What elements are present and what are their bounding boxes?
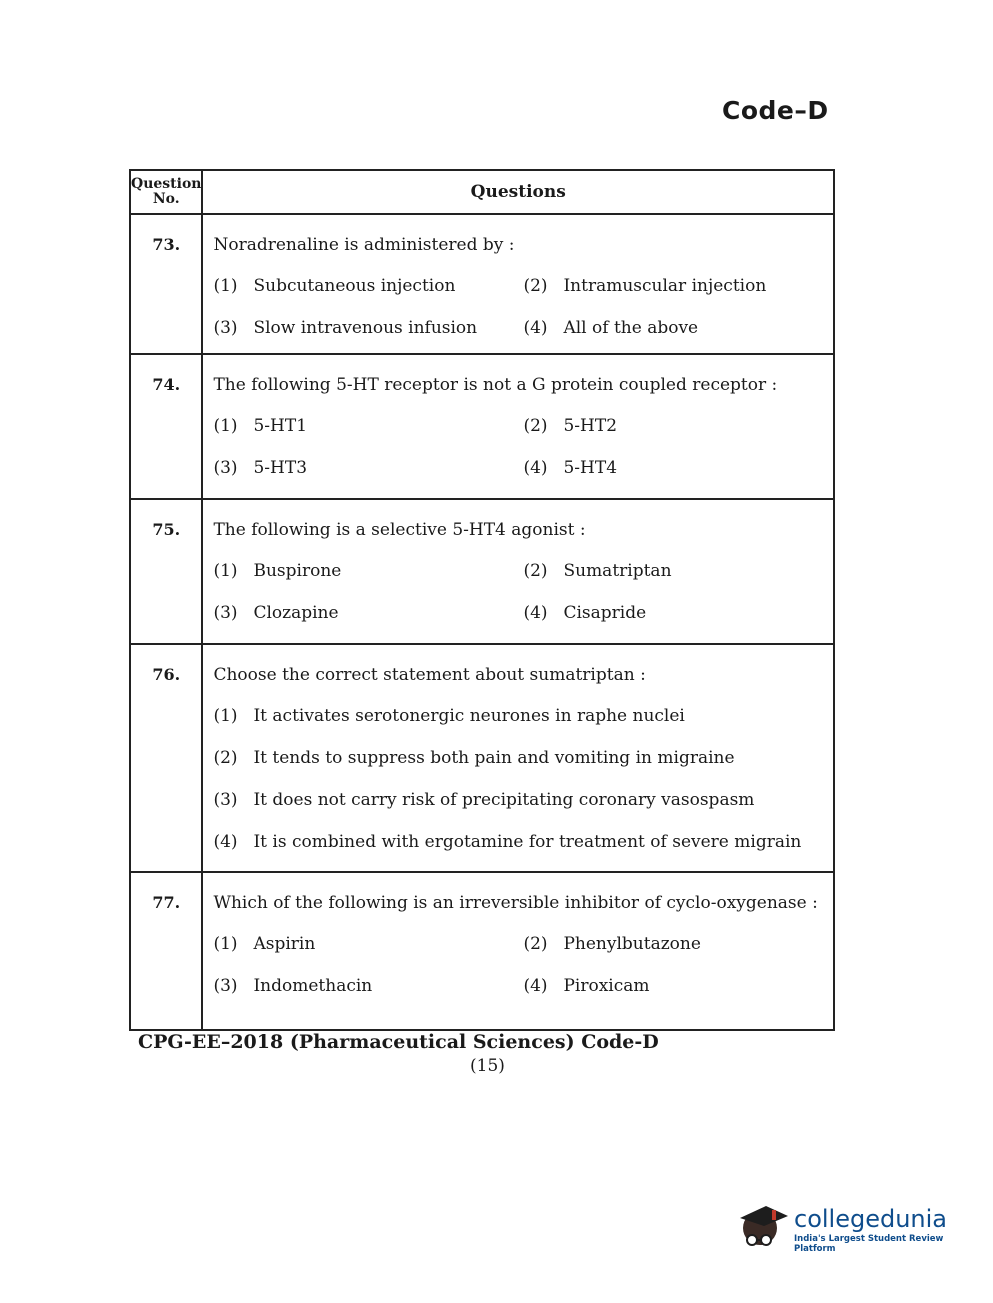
question-number: 77. [130,872,202,1030]
option-number: (4) [523,458,548,478]
option-number: (1) [213,706,238,726]
option-text: 5-HT4 [563,458,618,478]
header-questions: Questions [202,170,834,214]
option-number: (1) [213,561,238,581]
option-text: Piroxicam [563,976,650,996]
option [523,556,671,586]
question-body [202,872,834,1030]
option-row [213,598,825,628]
logo-tagline: India's Largest Student Review Platform [794,1234,944,1254]
mascot-icon [736,1198,790,1254]
option [213,271,523,301]
option [523,929,700,959]
option-row [213,556,825,586]
option-number: (1) [213,416,238,436]
option [213,827,825,857]
option-number: (2) [523,561,548,581]
option-text: Phenylbutazone [563,934,701,954]
option-text: Clozapine [253,603,339,623]
option-row [213,313,825,343]
option-number: (2) [523,934,548,954]
option-number: (4) [523,976,548,996]
question-number: 73. [130,214,202,354]
option-number: (1) [213,276,238,296]
option-text: It is combined with ergotamine for treatment of severe migrain [253,832,802,852]
option [523,453,617,483]
option [523,271,766,301]
option-text: All of the above [563,318,699,338]
option [213,701,825,731]
question-row [130,354,834,499]
option-text: Buspirone [253,561,342,581]
option-text: Sumatriptan [563,561,672,581]
option-text: Subcutaneous injection [253,276,456,296]
option [213,785,825,815]
option-number: (2) [523,276,548,296]
option-row [213,411,825,441]
question-number: 76. [130,644,202,872]
option-text: Intramuscular injection [563,276,767,296]
option-text: Indomethacin [253,976,373,996]
option-row [213,929,825,959]
logo-name: collegedunia [794,1205,948,1233]
option [213,971,523,1001]
option-text: Cisapride [563,603,647,623]
option-number: (3) [213,318,238,338]
option [213,411,523,441]
option-number: (3) [213,976,238,996]
question-number: 75. [130,499,202,644]
option-text: 5-HT1 [253,416,308,436]
option [523,313,698,343]
option [523,411,617,441]
question-row [130,872,834,1030]
question-text: Noradrenaline is administered by : [213,235,515,255]
option [213,743,825,773]
question-text: Choose the correct statement about sumatriptan : [213,665,646,685]
option-text: Slow intravenous infusion [253,318,478,338]
option-row [213,271,825,301]
option [213,598,523,628]
option [213,929,523,959]
option-text: 5-HT3 [253,458,308,478]
question-text: The following 5-HT receptor is not a G protein coupled receptor : [213,375,778,395]
option [213,313,523,343]
header-question-no: Question No. [130,170,202,214]
option-number: (4) [523,603,548,623]
table-header-row [130,170,834,214]
option-number: (4) [213,832,238,852]
option-number: (2) [523,416,548,436]
option [523,971,649,1001]
question-text: Which of the following is an irreversible inhibitor of cyclo-oxygenase : [213,893,818,913]
option-number: (2) [213,748,238,768]
question-body [202,644,834,872]
question-body [202,214,834,354]
question-body [202,354,834,499]
option-text: It does not carry risk of precipitating coronary vasospasm [253,790,755,810]
collegedunia-logo[interactable] [736,1198,966,1258]
question-row [130,499,834,644]
question-row [130,644,834,872]
question-row [130,214,834,354]
option-text: 5-HT2 [563,416,618,436]
option [213,453,523,483]
option-text: It tends to suppress both pain and vomiting in migraine [253,748,735,768]
exam-footer: CPG-EE–2018 (Pharmaceutical Sciences) Code-D [138,1031,659,1053]
option-number: (3) [213,458,238,478]
question-text: The following is a selective 5-HT4 agonist : [213,520,586,540]
option [213,556,523,586]
option [523,598,646,628]
option-number: (3) [213,790,238,810]
question-number: 74. [130,354,202,499]
option-text: Aspirin [253,934,316,954]
option-number: (4) [523,318,548,338]
option-row [213,453,825,483]
paper-code: Code–D [722,96,829,125]
option-row [213,971,825,1001]
option-text: It activates serotonergic neurones in raphe nuclei [253,706,685,726]
questions-table [129,169,835,1031]
option-number: (1) [213,934,238,954]
page-number: (15) [470,1056,505,1076]
question-body [202,499,834,644]
option-number: (3) [213,603,238,623]
